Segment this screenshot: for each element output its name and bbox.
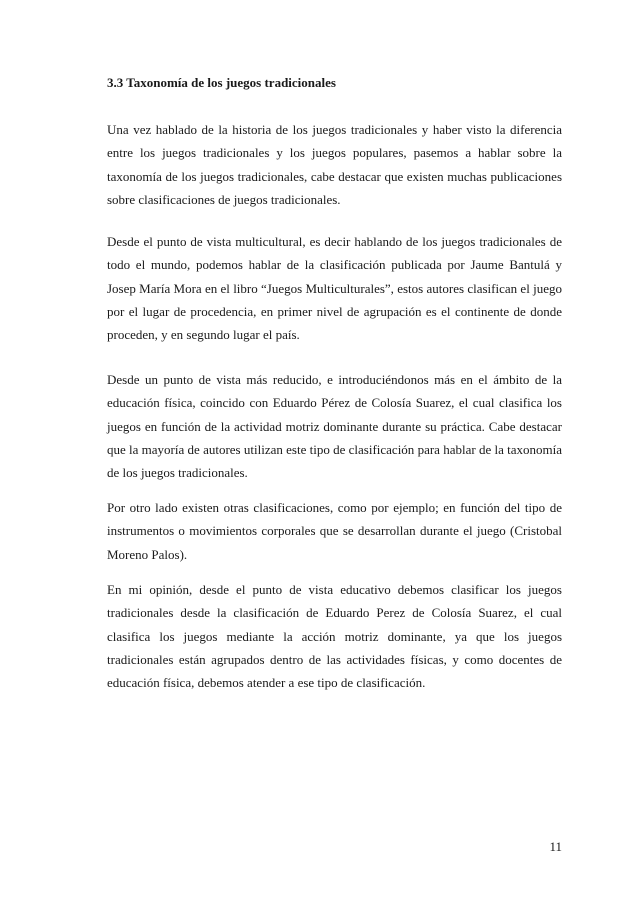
paragraph-multicultural: Desde el punto de vista multicultural, es decir hablando de los juegos tradicionales de todo el mundo, podemos hablar de la clasificación publicada por Jaume Bantulá y Josep María Mora en el libro “Juegos Multiculturales”, estos autores clasifican el juego por el lugar de procedencia, en primer nivel de agrupación es el continente de donde proceden, y en segundo lugar el país. [107, 234, 562, 343]
paragraph-other-classifications: Por otro lado existen otras clasificaciones, como por ejemplo; en función del tipo de instrumentos o movimientos corporales que se desarrollan durante el juego (Cristobal Moreno Palos). [107, 500, 562, 562]
paragraph-opinion: En mi opinión, desde el punto de vista educativo debemos clasificar los juegos tradicionales desde la clasificación de Eduardo Perez de Colosía Suarez, el cual clasifica los juegos mediante la acción motriz dominante, ya que los juegos tradicionales están agrupados dentro de las actividades físicas, y como docentes de educación física, debemos atender a ese tipo de clasificación. [107, 582, 562, 691]
section-heading: 3.3 Taxonomía de los juegos tradicionales [107, 75, 336, 90]
paragraph-intro: Una vez hablado de la historia de los juegos tradicionales y haber visto la diferencia entre los juegos tradicionales y los juegos populares, pasemos a hablar sobre la taxonomía de los juegos tradicionales, cabe destacar que existen muchas publicaciones sobre clasificaciones de juegos tradicionales. [107, 122, 562, 207]
page-number: 11 [549, 839, 562, 854]
paragraph-physical-education: Desde un punto de vista más reducido, e introduciéndonos más en el ámbito de la educación física, coincido con Eduardo Pérez de Colosía Suarez, el cual clasifica los juegos en función de la actividad motriz dominante durante su práctica. Cabe destacar que la mayoría de autores utilizan este tipo de clasificación para hablar de la taxonomía de los juegos tradicionales. [107, 372, 562, 481]
